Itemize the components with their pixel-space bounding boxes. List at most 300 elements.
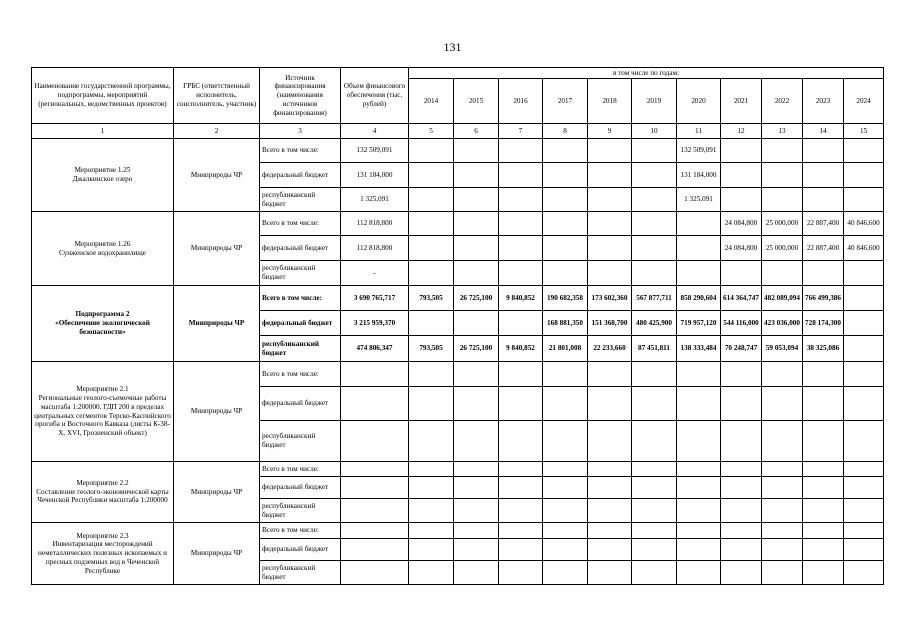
column-number: 14 — [803, 124, 844, 139]
year-value-cell — [677, 462, 721, 477]
year-value-cell — [632, 212, 677, 236]
year-value-cell — [499, 462, 543, 477]
year-value-cell — [499, 163, 543, 188]
year-value-cell — [762, 523, 803, 539]
column-number: 6 — [454, 124, 499, 139]
year-value-cell — [588, 163, 632, 188]
year-value-cell — [762, 462, 803, 477]
year-value-cell — [803, 421, 844, 462]
year-value-cell: 168 881,350 — [543, 311, 588, 336]
year-value-cell — [762, 362, 803, 387]
funding-source-cell: Всего в том числе: — [260, 212, 341, 236]
table-row — [32, 362, 884, 387]
program-name-cell — [32, 212, 174, 286]
header-volume: Объем финансового обеспечения (тыс. рублей) — [341, 68, 409, 124]
year-value-cell — [409, 236, 454, 261]
year-value-cell — [677, 236, 721, 261]
year-value-cell: 131 184,000 — [677, 163, 721, 188]
year-value-cell: 793,505 — [409, 336, 454, 362]
year-value-cell — [499, 362, 543, 387]
year-value-cell — [632, 362, 677, 387]
year-value-cell — [454, 139, 499, 163]
table-row — [32, 139, 884, 163]
year-value-cell — [762, 421, 803, 462]
year-value-cell — [588, 523, 632, 539]
year-value-cell — [721, 462, 762, 477]
year-value-cell: 614 364,747 — [721, 286, 762, 311]
funding-source-cell: Всего в том числе: — [260, 286, 341, 311]
year-value-cell — [409, 477, 454, 499]
total-volume-cell — [341, 477, 409, 499]
year-value-cell: 190 682,358 — [543, 286, 588, 311]
year-value-cell — [844, 286, 884, 311]
funding-source-cell: республиканский бюджет — [260, 499, 341, 523]
funding-source-cell: Всего в том числе: — [260, 462, 341, 477]
year-value-cell — [762, 499, 803, 523]
year-value-cell — [632, 539, 677, 561]
total-volume-cell: 1 325,091 — [341, 188, 409, 212]
year-value-cell — [543, 236, 588, 261]
year-value-cell: 38 325,086 — [803, 336, 844, 362]
year-value-cell — [803, 462, 844, 477]
year-value-cell — [588, 387, 632, 421]
year-value-cell — [409, 561, 454, 585]
year-value-cell — [762, 561, 803, 585]
year-value-cell — [409, 212, 454, 236]
year-value-cell — [721, 362, 762, 387]
year-value-cell — [409, 387, 454, 421]
year-value-cell — [543, 139, 588, 163]
year-value-cell — [721, 188, 762, 212]
header-year: 2024 — [844, 79, 884, 124]
year-value-cell: 40 846,600 — [844, 212, 884, 236]
year-value-cell — [588, 539, 632, 561]
header-year: 2016 — [499, 79, 543, 124]
year-value-cell — [454, 539, 499, 561]
year-value-cell — [721, 477, 762, 499]
total-volume-cell — [341, 462, 409, 477]
year-value-cell — [409, 523, 454, 539]
column-number: 7 — [499, 124, 543, 139]
header-year: 2022 — [762, 79, 803, 124]
year-value-cell — [409, 539, 454, 561]
year-value-cell — [409, 163, 454, 188]
year-value-cell — [803, 499, 844, 523]
year-value-cell — [454, 311, 499, 336]
year-value-cell — [588, 421, 632, 462]
year-value-cell — [499, 561, 543, 585]
year-value-cell — [543, 523, 588, 539]
year-value-cell: 22 233,660 — [588, 336, 632, 362]
program-name-cell — [32, 362, 174, 462]
header-year: 2017 — [543, 79, 588, 124]
funding-source-cell: федеральный бюджет — [260, 163, 341, 188]
year-value-cell — [499, 212, 543, 236]
year-value-cell: 138 333,484 — [677, 336, 721, 362]
year-value-cell — [632, 561, 677, 585]
year-value-cell — [632, 236, 677, 261]
year-value-cell — [844, 261, 884, 286]
funding-source-cell: Всего в том числе: — [260, 139, 341, 163]
year-value-cell — [762, 261, 803, 286]
year-value-cell — [677, 387, 721, 421]
year-value-cell — [803, 477, 844, 499]
year-value-cell — [543, 387, 588, 421]
year-value-cell — [721, 163, 762, 188]
year-value-cell — [588, 139, 632, 163]
year-value-cell — [588, 561, 632, 585]
year-value-cell — [803, 539, 844, 561]
column-number: 3 — [260, 124, 341, 139]
year-value-cell — [677, 499, 721, 523]
funding-source-cell: федеральный бюджет — [260, 311, 341, 336]
year-value-cell — [409, 261, 454, 286]
year-value-cell — [844, 539, 884, 561]
year-value-cell — [632, 261, 677, 286]
year-value-cell — [543, 499, 588, 523]
grbs-cell: Минприроды ЧР — [174, 462, 260, 523]
year-value-cell — [677, 261, 721, 286]
program-code: Мероприятие 2.3 — [76, 531, 129, 540]
year-value-cell — [677, 539, 721, 561]
year-value-cell — [632, 421, 677, 462]
year-value-cell — [762, 387, 803, 421]
year-value-cell — [632, 139, 677, 163]
column-number: 13 — [762, 124, 803, 139]
year-value-cell: 22 887,400 — [803, 212, 844, 236]
year-value-cell: 24 084,800 — [721, 236, 762, 261]
column-number: 8 — [543, 124, 588, 139]
total-volume-cell: 112 818,800 — [341, 236, 409, 261]
column-number: 4 — [341, 124, 409, 139]
grbs-cell: Минприроды ЧР — [174, 286, 260, 362]
year-value-cell — [543, 477, 588, 499]
year-value-cell: 482 089,094 — [762, 286, 803, 311]
year-value-cell — [721, 523, 762, 539]
year-value-cell — [543, 261, 588, 286]
funding-source-cell: республиканский бюджет — [260, 188, 341, 212]
year-value-cell — [588, 477, 632, 499]
total-volume-cell: 131 184,000 — [341, 163, 409, 188]
header-year: 2021 — [721, 79, 762, 124]
year-value-cell — [721, 387, 762, 421]
year-value-cell — [803, 387, 844, 421]
year-value-cell — [543, 561, 588, 585]
year-value-cell: 25 000,000 — [762, 212, 803, 236]
year-value-cell — [803, 139, 844, 163]
year-value-cell — [762, 163, 803, 188]
year-value-cell: 544 116,000 — [721, 311, 762, 336]
program-code: Подпрограмма 2 — [75, 310, 130, 319]
year-value-cell — [499, 477, 543, 499]
year-value-cell — [409, 311, 454, 336]
year-value-cell — [454, 188, 499, 212]
year-value-cell — [543, 212, 588, 236]
year-value-cell — [721, 421, 762, 462]
total-volume-cell — [341, 523, 409, 539]
table-row — [32, 523, 884, 539]
table-row — [32, 212, 884, 236]
year-value-cell: 132 509,091 — [677, 139, 721, 163]
year-value-cell — [588, 212, 632, 236]
grbs-cell: Минприроды ЧР — [174, 139, 260, 212]
year-value-cell — [499, 421, 543, 462]
program-title: Сунженское водохранилище — [59, 248, 146, 257]
year-value-cell — [454, 523, 499, 539]
program-code: Мероприятие 1.26 — [74, 239, 131, 248]
year-value-cell — [499, 188, 543, 212]
year-value-cell: 25 000,000 — [762, 236, 803, 261]
year-value-cell — [454, 212, 499, 236]
total-volume-cell — [341, 561, 409, 585]
total-volume-cell: 474 806,347 — [341, 336, 409, 362]
header-name: Наименование государственной программы, подпрограммы, мероприятий (региональных, ведомственных проектов) — [32, 68, 174, 124]
year-value-cell: 728 174,300 — [803, 311, 844, 336]
year-value-cell — [543, 462, 588, 477]
year-value-cell — [721, 561, 762, 585]
year-value-cell — [844, 421, 884, 462]
grbs-cell: Минприроды ЧР — [174, 212, 260, 286]
year-value-cell — [844, 499, 884, 523]
year-value-cell — [409, 188, 454, 212]
year-value-cell — [677, 362, 721, 387]
funding-source-cell: федеральный бюджет — [260, 236, 341, 261]
year-value-cell: 719 957,120 — [677, 311, 721, 336]
year-value-cell — [762, 188, 803, 212]
year-value-cell: 480 425,900 — [632, 311, 677, 336]
year-value-cell — [844, 163, 884, 188]
year-value-cell — [844, 188, 884, 212]
year-value-cell — [632, 163, 677, 188]
year-value-cell — [409, 139, 454, 163]
year-value-cell — [677, 212, 721, 236]
year-value-cell: 1 325,091 — [677, 188, 721, 212]
year-value-cell — [677, 421, 721, 462]
year-value-cell — [543, 188, 588, 212]
year-value-cell — [499, 523, 543, 539]
year-value-cell — [803, 362, 844, 387]
header-grbs: ГРБС (ответственный исполнитель, соисполнитель, участник) — [174, 68, 260, 124]
total-volume-cell — [341, 499, 409, 523]
header-years-group: в том числе по годам: — [409, 68, 884, 79]
total-volume-cell: 3 215 959,370 — [341, 311, 409, 336]
year-value-cell — [588, 236, 632, 261]
year-value-cell — [677, 523, 721, 539]
year-value-cell — [588, 261, 632, 286]
year-value-cell — [632, 477, 677, 499]
column-number: 12 — [721, 124, 762, 139]
year-value-cell: 567 877,711 — [632, 286, 677, 311]
year-value-cell — [499, 261, 543, 286]
year-value-cell: 87 451,811 — [632, 336, 677, 362]
funding-source-cell: Всего в том числе: — [260, 362, 341, 387]
year-value-cell — [454, 387, 499, 421]
total-volume-cell: - — [341, 261, 409, 286]
year-value-cell — [588, 188, 632, 212]
year-value-cell — [844, 477, 884, 499]
funding-source-cell: республиканский бюджет — [260, 336, 341, 362]
year-value-cell — [454, 561, 499, 585]
year-value-cell — [543, 362, 588, 387]
program-title: Инвентаризация месторождений неметаллических полезных ископаемых и пресных подземных вод в Чеченской Республике — [38, 540, 167, 575]
year-value-cell — [409, 499, 454, 523]
year-value-cell — [721, 139, 762, 163]
total-volume-cell: 132 509,091 — [341, 139, 409, 163]
grbs-cell: Минприроды ЧР — [174, 523, 260, 585]
program-code: Мероприятие 1.25 — [74, 166, 131, 175]
year-value-cell — [803, 561, 844, 585]
year-value-cell — [588, 362, 632, 387]
year-value-cell — [844, 139, 884, 163]
year-value-cell: 173 602,360 — [588, 286, 632, 311]
program-title: Джалкинское озеро — [72, 175, 133, 183]
funding-source-cell: республиканский бюджет — [260, 261, 341, 286]
year-value-cell — [632, 188, 677, 212]
year-value-cell — [588, 462, 632, 477]
header-row-top — [32, 68, 884, 79]
year-value-cell — [454, 421, 499, 462]
year-value-cell — [454, 163, 499, 188]
table-body — [32, 139, 884, 585]
total-volume-cell: 112 818,800 — [341, 212, 409, 236]
year-value-cell: 793,505 — [409, 286, 454, 311]
column-number: 1 — [32, 124, 174, 139]
year-value-cell — [803, 188, 844, 212]
year-value-cell: 22 887,400 — [803, 236, 844, 261]
year-value-cell — [588, 499, 632, 523]
year-value-cell — [721, 539, 762, 561]
year-value-cell — [409, 421, 454, 462]
funding-source-cell: федеральный бюджет — [260, 477, 341, 499]
year-value-cell — [632, 387, 677, 421]
header-year: 2023 — [803, 79, 844, 124]
program-name-cell — [32, 462, 174, 523]
page-number: 131 — [443, 40, 462, 54]
program-title: «Обеспечение экологической безопасности» — [55, 319, 150, 336]
column-number: 10 — [632, 124, 677, 139]
table-row — [32, 286, 884, 311]
year-value-cell: 59 053,094 — [762, 336, 803, 362]
year-value-cell — [844, 523, 884, 539]
column-number: 5 — [409, 124, 454, 139]
year-value-cell: 151 368,700 — [588, 311, 632, 336]
year-value-cell — [803, 163, 844, 188]
header-year: 2014 — [409, 79, 454, 124]
column-number: 2 — [174, 124, 260, 139]
year-value-cell — [454, 477, 499, 499]
year-value-cell: 26 725,100 — [454, 336, 499, 362]
year-value-cell — [844, 462, 884, 477]
year-value-cell — [409, 362, 454, 387]
year-value-cell — [454, 499, 499, 523]
year-value-cell — [543, 163, 588, 188]
year-value-cell: 9 840,852 — [499, 336, 543, 362]
column-number: 15 — [844, 124, 884, 139]
header-year: 2019 — [632, 79, 677, 124]
total-volume-cell: 3 690 765,717 — [341, 286, 409, 311]
year-value-cell — [454, 462, 499, 477]
year-value-cell: 24 084,800 — [721, 212, 762, 236]
funding-source-cell: республиканский бюджет — [260, 421, 341, 462]
funding-source-cell: федеральный бюджет — [260, 387, 341, 421]
grbs-cell: Минприроды ЧР — [174, 362, 260, 462]
year-value-cell: 766 499,386 — [803, 286, 844, 311]
column-number: 11 — [677, 124, 721, 139]
year-value-cell — [721, 499, 762, 523]
year-value-cell — [499, 236, 543, 261]
year-value-cell — [454, 236, 499, 261]
year-value-cell — [844, 311, 884, 336]
year-value-cell — [499, 387, 543, 421]
funding-source-cell: федеральный бюджет — [260, 539, 341, 561]
year-value-cell — [632, 523, 677, 539]
year-value-cell: 21 801,008 — [543, 336, 588, 362]
budget-table — [31, 67, 884, 585]
year-value-cell — [762, 139, 803, 163]
program-name-cell — [32, 286, 174, 362]
program-code: Мероприятие 2.1 — [76, 385, 129, 394]
year-value-cell: 9 840,852 — [499, 286, 543, 311]
year-value-cell — [762, 477, 803, 499]
year-value-cell — [844, 336, 884, 362]
year-value-cell — [677, 477, 721, 499]
year-value-cell — [803, 261, 844, 286]
total-volume-cell — [341, 387, 409, 421]
year-value-cell: 858 290,604 — [677, 286, 721, 311]
year-value-cell — [844, 561, 884, 585]
header-year: 2020 — [677, 79, 721, 124]
year-value-cell — [499, 139, 543, 163]
program-title: Составление геолого-экономической карты Чеченской Республики масштаба 1:200000 — [36, 487, 169, 505]
year-value-cell — [632, 499, 677, 523]
funding-source-cell: Всего в том числе: — [260, 523, 341, 539]
year-value-cell — [543, 539, 588, 561]
year-value-cell — [632, 462, 677, 477]
total-volume-cell — [341, 421, 409, 462]
year-value-cell — [543, 421, 588, 462]
year-value-cell — [803, 523, 844, 539]
program-title: Региональные геолого-съемочные работы масштаба 1:200000, ГДП 200 в пределах центральных сегментов Терско-Каспийского прогиба и Восточного Кавказа (листы К-38-Х, XVI, Грозненский объект) — [34, 393, 171, 438]
table-row — [32, 462, 884, 477]
year-value-cell — [844, 362, 884, 387]
year-value-cell — [454, 362, 499, 387]
column-number: 9 — [588, 124, 632, 139]
program-name-cell — [32, 523, 174, 585]
total-volume-cell — [341, 539, 409, 561]
year-value-cell — [499, 499, 543, 523]
year-value-cell: 40 846,600 — [844, 236, 884, 261]
year-value-cell — [499, 539, 543, 561]
year-value-cell — [721, 261, 762, 286]
year-value-cell: 70 248,747 — [721, 336, 762, 362]
program-code: Мероприятие 2.2 — [76, 478, 129, 487]
year-value-cell — [762, 539, 803, 561]
year-value-cell — [409, 462, 454, 477]
header-source: Источник финансирования (наименования источников финансирования) — [260, 68, 341, 124]
header-column-numbers — [32, 124, 884, 139]
funding-source-cell: республиканский бюджет — [260, 561, 341, 585]
header-year: 2018 — [588, 79, 632, 124]
total-volume-cell — [341, 362, 409, 387]
header-year: 2015 — [454, 79, 499, 124]
year-value-cell: 423 036,000 — [762, 311, 803, 336]
program-name-cell — [32, 139, 174, 212]
year-value-cell — [844, 387, 884, 421]
year-value-cell — [499, 311, 543, 336]
year-value-cell: 26 725,100 — [454, 286, 499, 311]
year-value-cell — [454, 261, 499, 286]
year-value-cell — [677, 561, 721, 585]
